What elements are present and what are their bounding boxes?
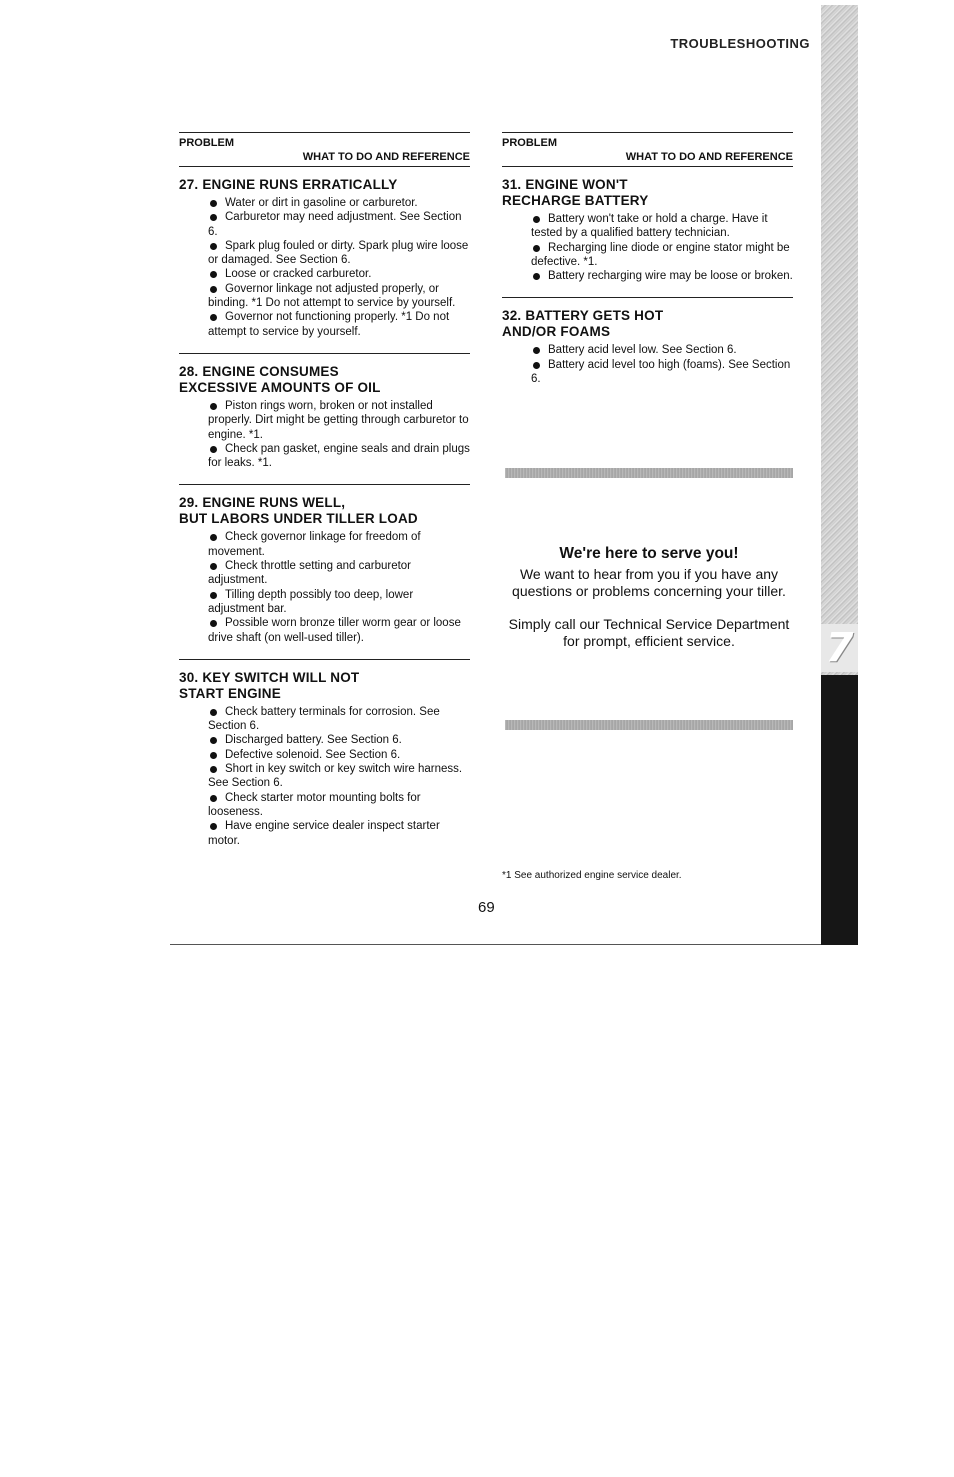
section-title-line: START ENGINE — [179, 685, 281, 701]
right-column — [502, 132, 793, 386]
section-title-line: 32. BATTERY GETS HOT — [502, 308, 664, 324]
page-header-title: TROUBLESHOOTING — [670, 36, 810, 51]
list-item — [179, 239, 470, 268]
section-divider — [179, 484, 470, 485]
section-title-line: RECHARGE BATTERY — [502, 193, 649, 208]
service-text-1: We want to hear from you if you have any questions or problems concerning your tiller. — [512, 566, 786, 599]
section-divider — [179, 659, 470, 660]
section-title-line: BUT LABORS UNDER TILLER LOAD — [179, 511, 418, 527]
list-item-text: Spark plug fouled or dirty. Spark plug wire loose or damaged. See Section 6. — [208, 239, 469, 267]
list-item — [179, 399, 470, 442]
list-item-text: Governor linkage not adjusted properly, or binding. *1 Do not attempt to service by yourself. — [208, 282, 456, 310]
list-item-text: Discharged battery. See Section 6. — [225, 734, 402, 747]
list-item — [502, 358, 793, 387]
list-item-text: Have engine service dealer inspect starter motor. — [208, 820, 440, 847]
list-item — [179, 196, 470, 210]
list-item-text: Loose or cracked carburetor. — [225, 268, 372, 281]
list-item-text: Carburetor may need adjustment. See Section 6. — [208, 211, 462, 238]
service-title: We're here to serve you! — [559, 545, 739, 562]
problem-heading: PROBLEM — [179, 137, 234, 149]
section-title-line: AND/OR FOAMS — [502, 324, 611, 340]
list-item-text: Check pan gasket, engine seals and drain plugs for leaks. *1. — [208, 442, 470, 470]
section-title-line: 29. ENGINE RUNS WELL, — [179, 495, 346, 511]
bullet-icon — [210, 314, 217, 321]
footnote: *1 See authorized engine service dealer. — [502, 870, 682, 881]
item-list — [502, 343, 793, 386]
list-item-text: Recharging line diode or engine stator might be defective. *1. — [531, 241, 790, 268]
bullet-icon — [210, 534, 217, 541]
section-title-line: 30. KEY SWITCH WILL NOT — [179, 669, 360, 685]
column-header — [179, 132, 470, 167]
problem-heading: PROBLEM — [502, 137, 557, 149]
column-header — [502, 132, 793, 167]
bullet-icon — [533, 245, 540, 252]
page-number: 69 — [478, 899, 495, 916]
bullet-icon — [210, 286, 217, 293]
decorative-stripe-bottom — [505, 720, 793, 730]
section-title — [179, 670, 470, 702]
bottom-rule — [170, 944, 821, 945]
list-item-text: Battery recharging wire may be loose or broken. — [548, 270, 793, 283]
list-item — [179, 442, 470, 471]
list-item-text: Battery acid level too high (foams). See Section 6. — [531, 358, 791, 386]
list-item — [179, 748, 470, 762]
bullet-icon — [210, 620, 217, 627]
section-tab-dark-block — [821, 675, 858, 945]
bullet-icon — [210, 214, 217, 221]
bullet-icon — [533, 362, 540, 369]
section-tab-number: 7 — [821, 624, 858, 672]
list-item — [502, 212, 793, 241]
section-title-line: 31. ENGINE WON'T — [502, 177, 628, 192]
list-item — [179, 819, 470, 848]
bullet-icon — [533, 273, 540, 280]
bullet-icon — [210, 823, 217, 830]
section-divider — [502, 297, 793, 298]
list-item — [179, 705, 470, 734]
list-item — [179, 733, 470, 747]
list-item-text: Battery acid level low. See Section 6. — [548, 344, 737, 357]
list-item — [502, 343, 793, 357]
section-title — [179, 495, 470, 527]
bullet-icon — [210, 243, 217, 250]
bullet-icon — [210, 795, 217, 802]
bullet-icon — [210, 592, 217, 599]
list-item — [502, 269, 793, 283]
list-item-text: Battery won't take or hold a charge. Have it tested by a qualified battery technician. — [531, 213, 768, 240]
section-title-line: 28. ENGINE CONSUMES — [179, 363, 339, 379]
list-item — [179, 559, 470, 588]
bullet-icon — [210, 752, 217, 759]
list-item-text: Piston rings worn, broken or not installed properly. Dirt might be getting through carburetor to engine. *1. — [208, 399, 469, 441]
bullet-icon — [533, 347, 540, 354]
section-title-line: EXCESSIVE AMOUNTS OF OIL — [179, 379, 381, 395]
bullet-icon — [210, 709, 217, 716]
item-list — [179, 399, 470, 470]
bullet-icon — [210, 271, 217, 278]
decorative-stripe-top — [505, 468, 793, 478]
list-item — [179, 530, 470, 559]
service-box — [500, 545, 798, 650]
left-column — [179, 132, 470, 848]
section-title — [502, 308, 793, 340]
list-item — [179, 310, 470, 339]
bullet-icon — [210, 766, 217, 773]
list-item — [179, 762, 470, 791]
section-divider — [179, 353, 470, 354]
bullet-icon — [210, 200, 217, 207]
bullet-icon — [210, 737, 217, 744]
item-list — [179, 705, 470, 848]
list-item-text: Check governor linkage for freedom of movement. — [208, 531, 421, 558]
what-to-do-heading: WHAT TO DO AND REFERENCE — [302, 151, 470, 163]
section-title-line: 27. ENGINE RUNS ERRATICALLY — [179, 177, 398, 192]
section-title — [179, 177, 470, 193]
service-text-2: Simply call our Technical Service Department for prompt, efficient service. — [508, 616, 790, 649]
list-item-text: Possible worn bronze tiller worm gear or loose drive shaft (on well-used tiller). — [208, 617, 461, 644]
list-item — [179, 616, 470, 645]
what-to-do-heading: WHAT TO DO AND REFERENCE — [625, 151, 793, 163]
list-item-text: Short in key switch or key switch wire harness. See Section 6. — [208, 763, 463, 790]
left-sections — [179, 177, 470, 848]
list-item — [179, 210, 470, 239]
bullet-icon — [210, 403, 217, 410]
list-item-text: Tilling depth possibly too deep, lower adjustment bar. — [208, 588, 414, 615]
bullet-icon — [210, 446, 217, 453]
item-list — [179, 530, 470, 644]
section-title — [179, 364, 470, 396]
list-item-text: Water or dirt in gasoline or carburetor. — [225, 197, 418, 209]
list-item-text: Governor not functioning properly. *1 Do not attempt to service by yourself. — [208, 311, 450, 338]
bullet-icon — [210, 563, 217, 570]
bullet-icon — [533, 216, 540, 223]
list-item — [179, 791, 470, 820]
list-item — [502, 241, 793, 270]
list-item-text: Check starter motor mounting bolts for looseness. — [208, 791, 421, 818]
right-sections — [502, 177, 793, 386]
list-item — [179, 267, 470, 281]
list-item-text: Defective solenoid. See Section 6. — [225, 748, 401, 761]
item-list — [179, 196, 470, 339]
section-title — [502, 177, 793, 209]
item-list — [502, 212, 793, 283]
list-item — [179, 282, 470, 311]
list-item-text: Check battery terminals for corrosion. See Section 6. — [208, 705, 440, 733]
list-item — [179, 588, 470, 617]
list-item-text: Check throttle setting and carburetor adjustment. — [208, 560, 412, 587]
